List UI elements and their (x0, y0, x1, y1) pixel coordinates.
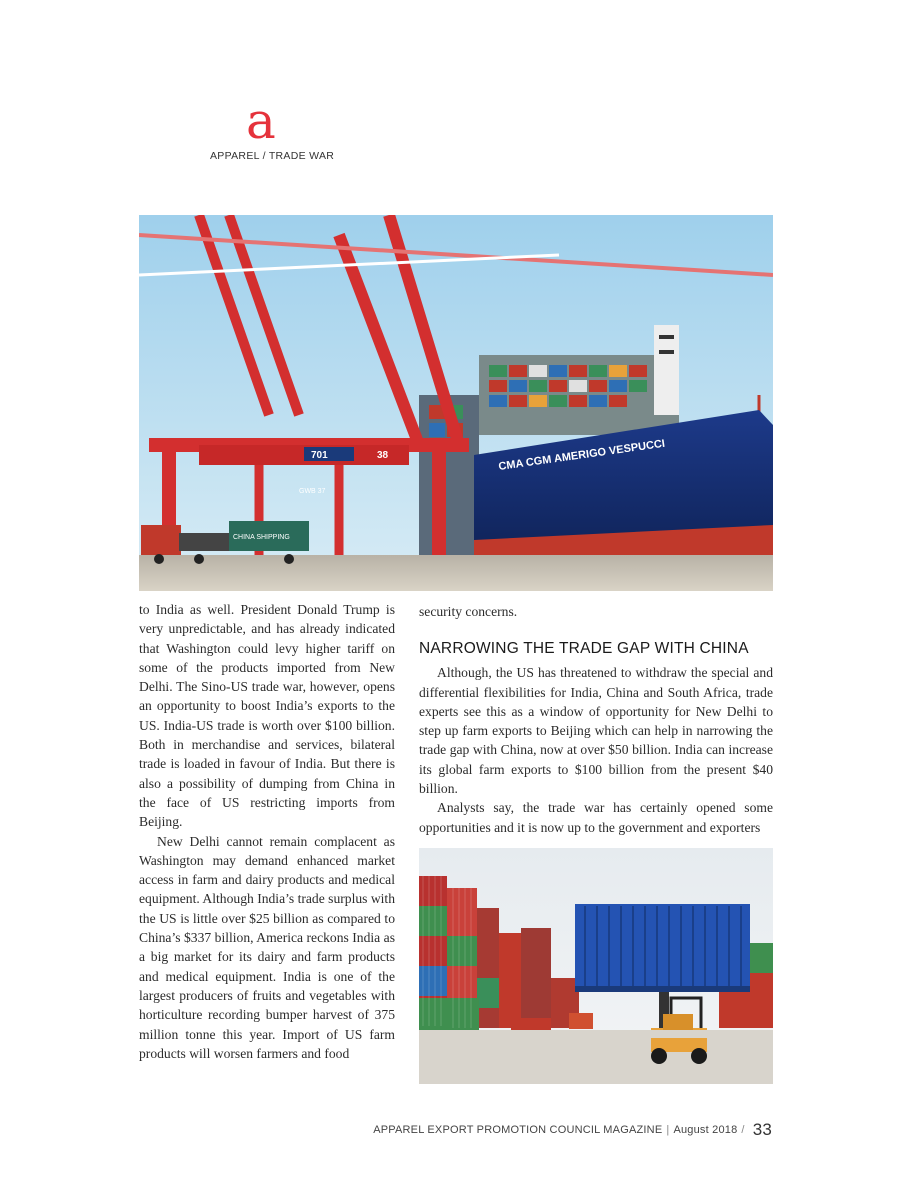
footer-separator: | (666, 1124, 670, 1136)
section-label: APPAREL / TRADE WAR (210, 150, 335, 162)
body-paragraph-lead: security concerns. (419, 604, 518, 619)
container-ship-photo (139, 215, 773, 591)
footer-slash: / (741, 1124, 745, 1136)
subheading: NARROWING THE TRADE GAP WITH CHINA (419, 640, 749, 658)
ship-name-label: CMA CGM AMERIGO VESPUCCI (497, 437, 666, 473)
right-column (419, 602, 773, 837)
crane-label: GWB 37 (299, 488, 326, 495)
page-footer (373, 1120, 772, 1140)
left-column (139, 600, 395, 1063)
page-number: 33 (752, 1120, 772, 1139)
footer-magazine-name: APPAREL EXPORT PROMOTION COUNCIL MAGAZINE (373, 1124, 663, 1136)
crane-number-2: 38 (377, 450, 389, 461)
crane-number: 701 (311, 450, 328, 461)
forklift-container-photo (419, 848, 773, 1084)
truck-container-label: CHINA SHIPPING (233, 534, 290, 541)
magazine-logo: a (246, 92, 276, 150)
body-paragraph: to India as well. President Donald Trump is very unpredictable, and has already indicated that Washington could levy higher tariff on some of the products imported from New Delhi. The Sino-US trade war, however, opens an opportunity to boost India’s exports to the US. India-US trade is worth over $100 billion. Both in merchandise and services, bilateral trade is loaded in favour of India. But there is also a possibility of dumping from China in the face of US restricting imports from Beijing. (139, 602, 395, 830)
body-paragraph: Although, the US has threatened to withdraw the special and differential flexibilities for India, China and South Africa, trade experts see this as a window of opportunity for New Delhi to step up farm exports to Beijing which can help in narrowing the trade gap with China, now at over $50 billion. India can increase its global farm exports to $100 billion from the present $40 billion. (419, 665, 773, 797)
body-paragraph: New Delhi cannot remain complacent as Washington may demand enhanced market access in farm and dairy products and medical equipment. Although India’s trade surplus with the US is little over $25 billion as compared to China’s $337 billion, America reckons India as a big market for its dairy and farm products and medical equipment. India is one of the largest producers of fruits and vegetables with horticulture recording bumper harvest of 375 million tonne this year. Import of US farm products will worsen farmers and food (139, 833, 395, 1061)
body-paragraph: Analysts say, the trade war has certainly opened some opportunities and it is now up to the government and exporters (419, 800, 773, 835)
footer-date: August 2018 (673, 1124, 738, 1136)
